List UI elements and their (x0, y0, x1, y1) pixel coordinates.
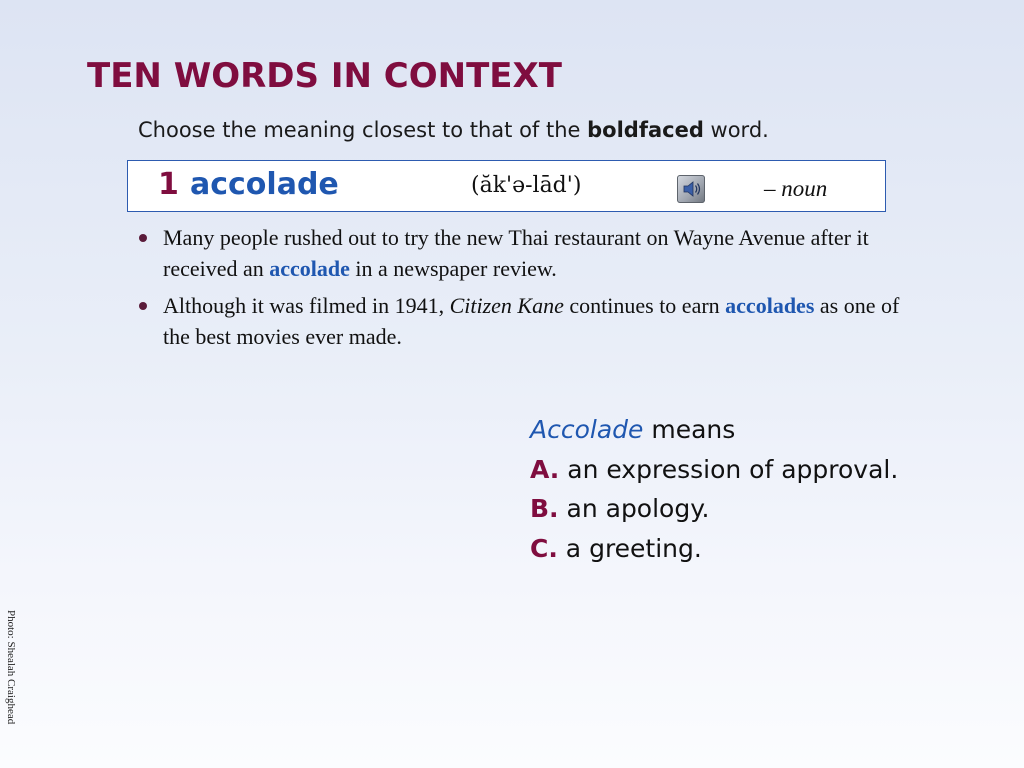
bullet-icon (139, 302, 147, 310)
option-a-text: an expression of approval. (559, 454, 899, 484)
example-sentence-1 (138, 222, 928, 284)
question-means: means (643, 415, 736, 444)
option-a-letter: A. (530, 454, 560, 484)
example-sentence-2 (138, 290, 928, 352)
part-of-speech-dash: – (764, 176, 776, 201)
question-heading (530, 410, 898, 450)
instruction-bold: boldfaced (587, 118, 704, 142)
speaker-icon[interactable] (677, 175, 705, 203)
instruction-text (138, 118, 769, 142)
example-1-text-after: in a newspaper review. (349, 256, 557, 281)
example-2-highlight: accolades (725, 293, 815, 318)
option-b[interactable] (530, 489, 898, 529)
example-2-text-after: as one of the best movies ever made. (163, 293, 900, 349)
instruction-after: word. (703, 118, 769, 142)
page-title: TEN WORDS IN CONTEXT (87, 56, 562, 96)
option-b-letter: B. (530, 494, 559, 523)
vocabulary-word-box (127, 160, 886, 212)
option-c-letter: C. (530, 533, 558, 563)
bullet-icon (139, 234, 147, 242)
option-a[interactable] (530, 450, 898, 490)
instruction-before: Choose the meaning closest to that of the (138, 118, 588, 142)
example-2-text-middle: continues to earn (563, 293, 726, 318)
example-2-film-title: Citizen Kane (449, 293, 564, 318)
example-2-text-before: Although it was filmed in 1941, (163, 293, 450, 318)
photo-credit: Photo: Shealah Craighead (5, 610, 17, 725)
example-1-highlight: accolade (269, 256, 350, 281)
vocabulary-word: accolade (190, 167, 339, 202)
option-c[interactable] (530, 529, 898, 569)
word-number: 1 (158, 167, 179, 202)
part-of-speech (764, 176, 827, 202)
option-c-text: a greeting. (557, 533, 702, 563)
part-of-speech-label: noun (781, 176, 828, 201)
example-1-text-before: Many people rushed out to try the new Thai restaurant on Wayne Avenue after it received an (163, 225, 869, 281)
question-word: Accolade (530, 415, 644, 444)
option-b-text: an apology. (558, 494, 710, 523)
question-block (530, 410, 898, 568)
pronunciation: (ăk'ə-lād') (471, 173, 582, 198)
example-sentences (138, 222, 928, 358)
